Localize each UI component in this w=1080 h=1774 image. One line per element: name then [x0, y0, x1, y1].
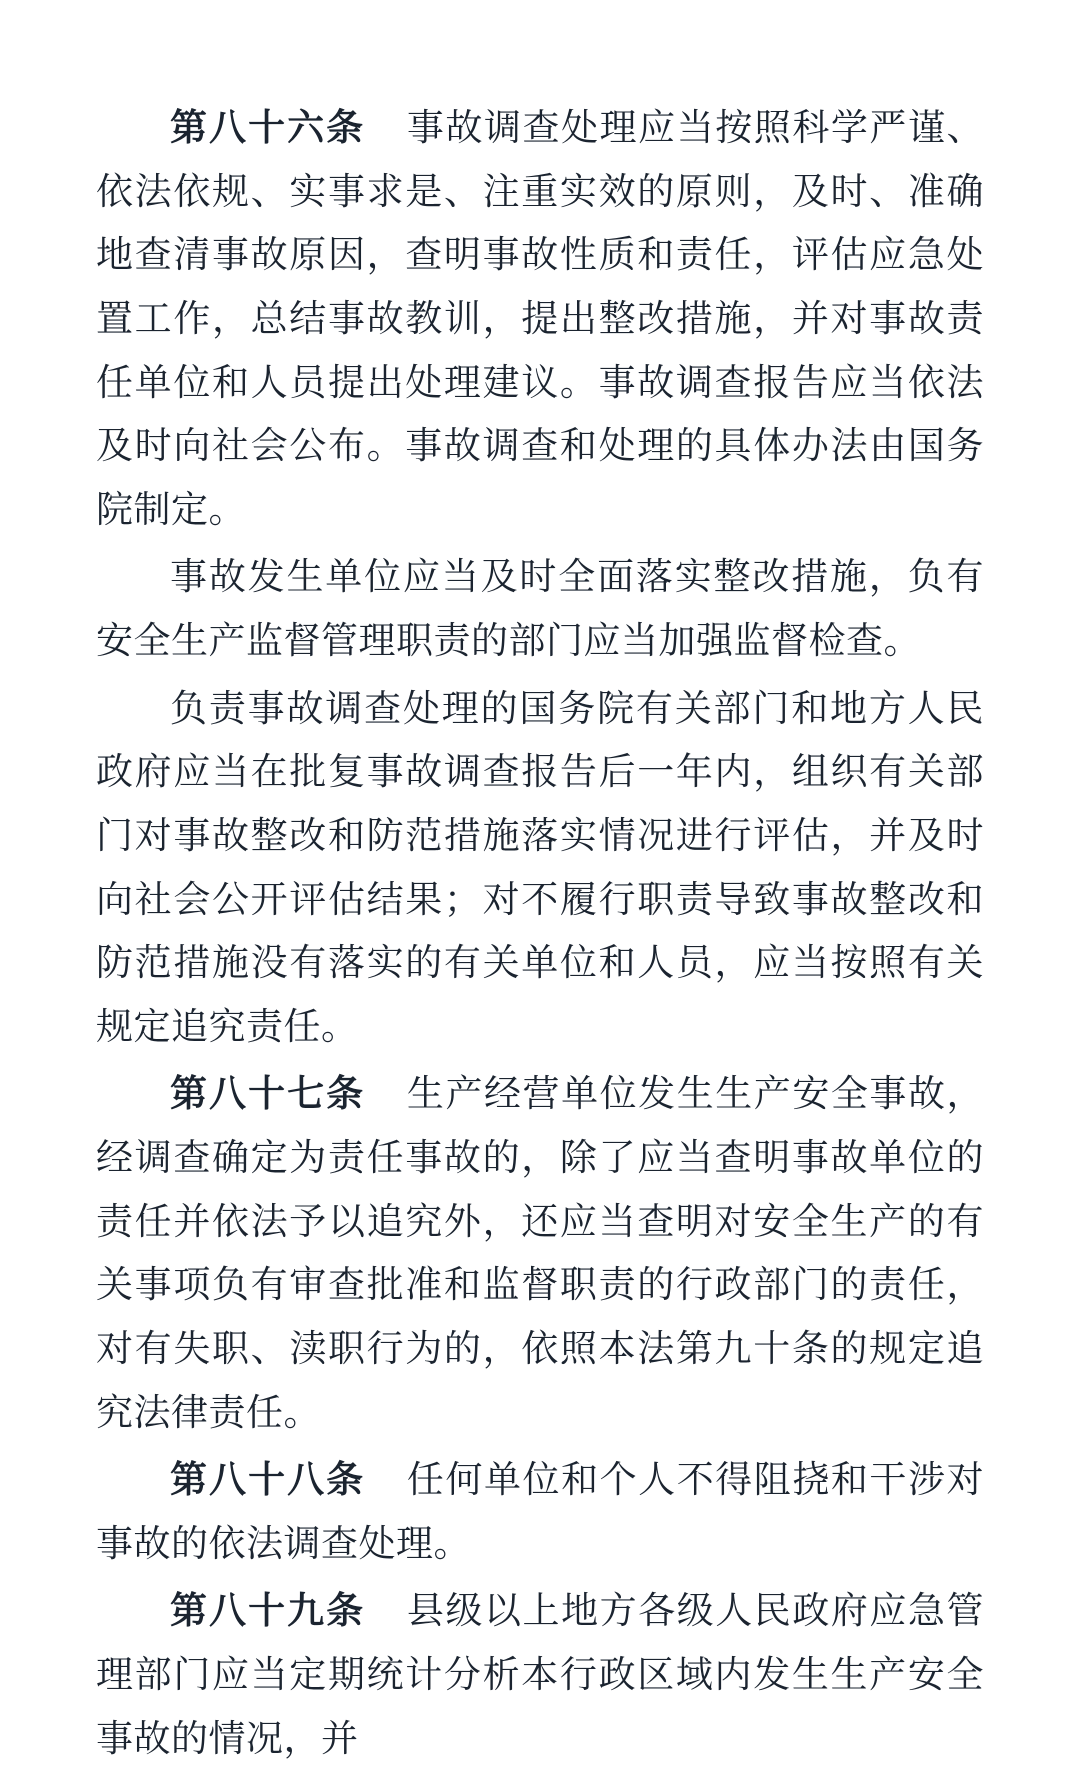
paragraph-article-87 — [96, 1062, 984, 1444]
paragraph-article-86-p3 — [96, 677, 984, 1059]
article-number-88: 第八十八条 — [170, 1457, 366, 1502]
paragraph-text: 任何单位和个人不得阻挠和干涉对事故的依法调查处理。 — [96, 1458, 984, 1565]
article-number-87: 第八十七条 — [170, 1071, 366, 1116]
paragraph-article-89 — [96, 1579, 984, 1770]
paragraph-text: 事故调查处理应当按照科学严谨、依法依规、实事求是、注重实效的原则，及时、准确地查清事故原因，查明事故性质和责任，评估应急处置工作，总结事故教训，提出整改措施，并对事故责任单位和人员提出处理建议。事故调查报告应当依法及时向社会公布。事故调查和处理的具体办法由国务院制定。 — [96, 106, 984, 531]
paragraph-text: 县级以上地方各级人民政府应急管理部门应当定期统计分析本行政区域内发生生产安全事故的情况，并 — [96, 1589, 984, 1760]
paragraph-text: 生产经营单位发生生产安全事故，经调查确定为责任事故的，除了应当查明事故单位的责任并依法予以追究外，还应当查明对安全生产的有关事项负有审查批准和监督职责的行政部门的责任，对有失职、渎职行为的，依照本法第九十条的规定追究法律责任。 — [96, 1072, 984, 1434]
paragraph-article-86-p2 — [96, 545, 984, 672]
paragraph-text: 负责事故调查处理的国务院有关部门和地方人民政府应当在批复事故调查报告后一年内，组织有关部门对事故整改和防范措施落实情况进行评估，并及时向社会公开评估结果；对不履行职责导致事故整改和防范措施没有落实的有关单位和人员，应当按照有关规定追究责任。 — [96, 686, 984, 1048]
paragraph-article-86 — [96, 96, 984, 541]
page-body — [96, 96, 984, 1774]
article-number-86: 第八十六条 — [170, 105, 366, 149]
article-number-89: 第八十九条 — [170, 1588, 366, 1633]
paragraph-article-88 — [96, 1448, 984, 1575]
paragraph-text: 事故发生单位应当及时全面落实整改措施，负有安全生产监督管理职责的部门应当加强监督检查。 — [96, 555, 984, 662]
